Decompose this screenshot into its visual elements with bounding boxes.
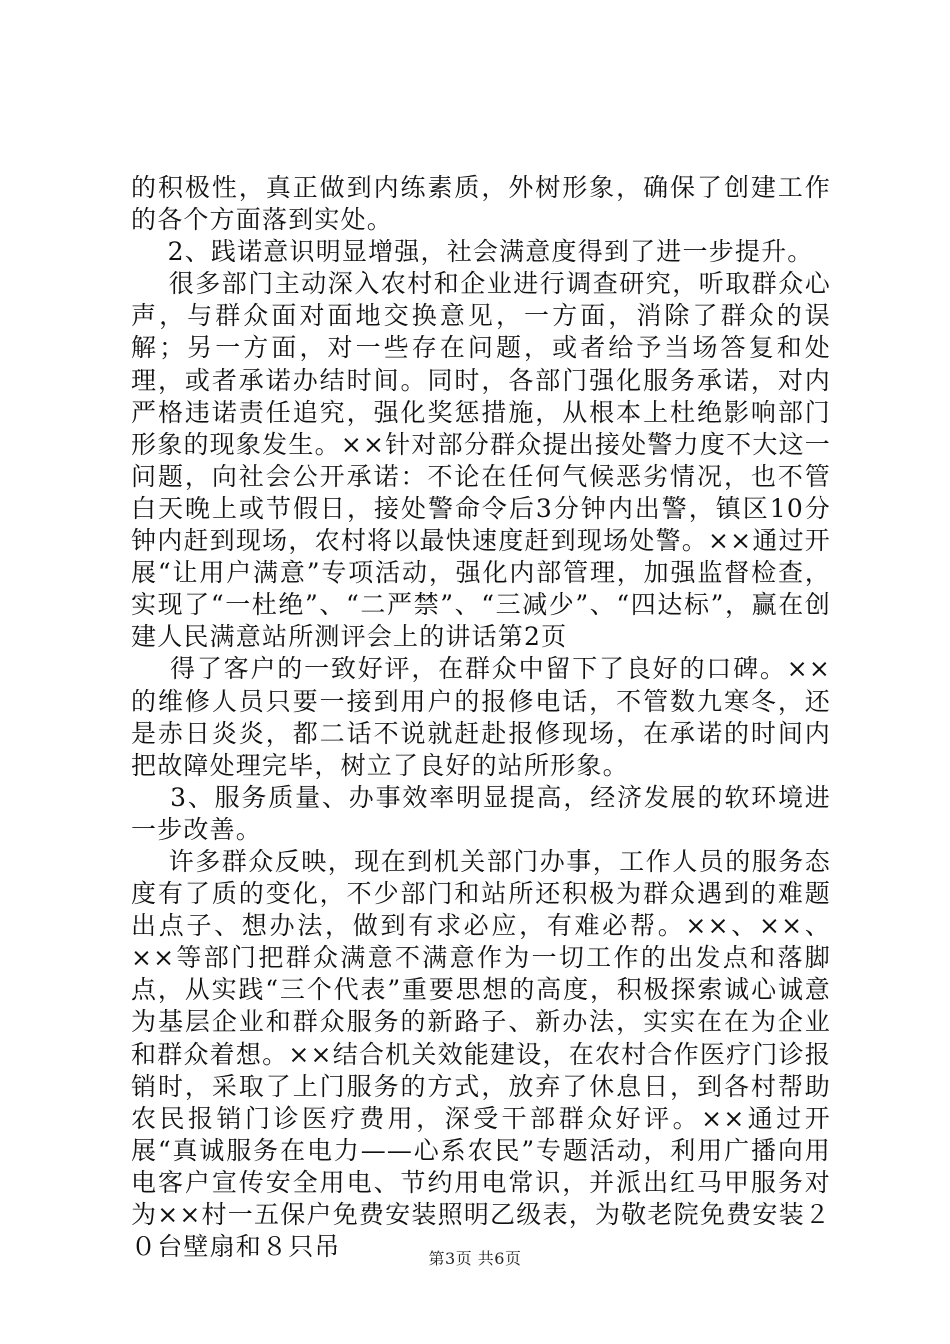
paragraph-continuation: 的积极性，真正做到内练素质，外树形象，确保了创建工作的各个方面落到实处。 — [131, 173, 831, 235]
paragraph-commitment: 很多部门主动深入农村和企业进行调查研究，听取群众心声，与群众面对面地交换意见，一方面，消除了群众的误解；另一方面，对一些存在问题，或者给予当场答复和处理，或者承诺办结时间。同时，各部门强化服务承诺，对内严格违诺责任追究，强化奖惩措施，从根本上杜绝影响部门形象的现象发生。××针对部分群众提出接处警力度不大这一问题，向社会公开承诺：不论在任何气候恶劣情况，也不管白天晚上或节假日，接处警命令后3分钟内出警，镇区10分钟内赶到现场，农村将以最快速度赶到现场处警。××通过开展“让用户满意”专项活动，强化内部管理，加强监督检查，实现了“一杜绝”、“二严禁”、“三减少”、“四达标”，赢在创建人民满意站所测评会上的讲话第2页 — [131, 269, 831, 652]
paragraph-service-quality: 许多群众反映，现在到机关部门办事，工作人员的服务态度有了质的变化，不少部门和站所还积极为群众遇到的难题出点子、想办法，做到有求必应，有难必帮。××、××、××等部门把群众满意不满意作为一切工作的出发点和落脚点，从实践“三个代表”重要思想的高度，积极探索诚心诚意为基层企业和群众服务的新路子、新办法，实实在在为企业和群众着想。××结合机关效能建设，在农村合作医疗门诊报销时，采取了上门服务的方式，放弃了休息日，到各村帮助农民报销门诊医疗费用，深受干部群众好评。××通过开展“真诚服务在电力——心系农民”专题活动，利用广播向用电客户宣传安全用电、节约用电常识，并派出红马甲服务对为××村一五保户免费安装照明乙级表，为敬老院免费安装２０台壁扇和８只吊 — [131, 846, 831, 1262]
section-heading-2: 2、践诺意识明显增强，社会满意度得到了进一步提升。 — [131, 237, 814, 267]
page-footer: 第3页 共6页 — [428, 1249, 522, 1268]
paragraph-customer-praise: 得了客户的一致好评，在群众中留下了良好的口碑。××的维修人员只要一接到用户的报修电话，不管数九寒冬，还是赤日炎炎，都二话不说就赶赴报修现场，在承诺的时间内把故障处理完毕，树立了良好的站所形象。 — [131, 654, 831, 780]
document-body — [131, 172, 831, 1263]
section-heading-3: 3、服务质量、办事效率明显提高，经济发展的软环境进一步改善。 — [131, 782, 831, 844]
